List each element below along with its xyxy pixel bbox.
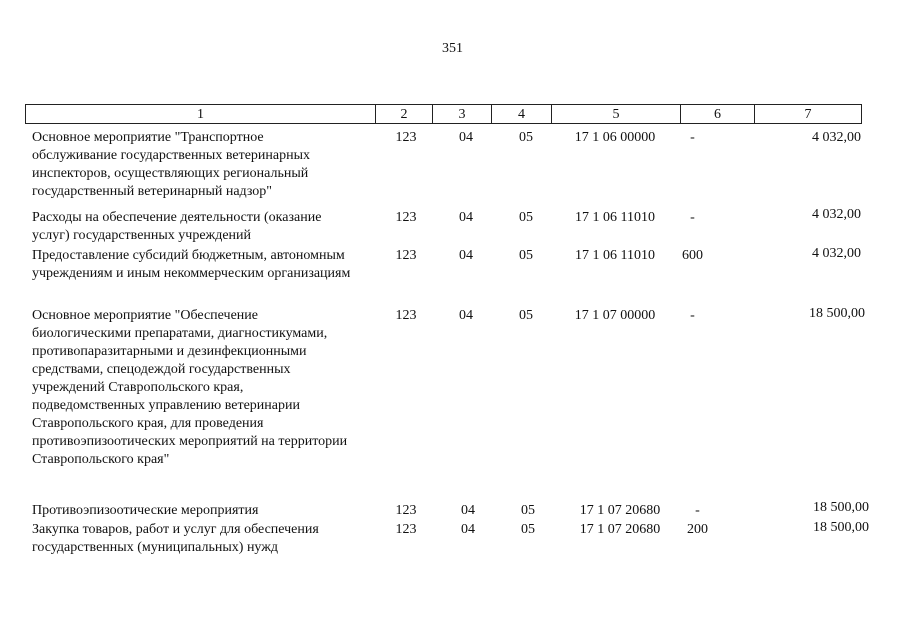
cell-ministry: 123	[395, 248, 417, 263]
cell-expense-type: -	[690, 308, 695, 323]
row-name-line: Противоэпизоотические мероприятия	[32, 503, 259, 518]
header-col-2: 2	[375, 104, 432, 124]
cell-target-code: 17 1 07 20680	[579, 503, 661, 518]
cell-subsection: 05	[521, 522, 535, 537]
cell-section: 04	[459, 130, 473, 145]
cell-expense-type: 200	[687, 522, 708, 537]
cell-expense-type: -	[690, 210, 695, 225]
table-row	[0, 307, 905, 477]
row-name-line: биологическими препаратами, диагностикумами,	[32, 326, 328, 341]
cell-amount: 4 032,00	[812, 130, 861, 145]
row-name-line: обслуживание государственных ветеринарных	[32, 148, 311, 163]
table-row	[0, 129, 905, 209]
cell-expense-type: 600	[682, 248, 703, 263]
cell-target-code: 17 1 06 11010	[575, 248, 655, 263]
cell-ministry: 123	[395, 130, 417, 145]
cell-amount: 4 032,00	[812, 207, 861, 222]
cell-amount: 18 500,00	[813, 500, 869, 515]
row-name	[32, 247, 382, 283]
row-name-line: Расходы на обеспечение деятельности (оказание	[32, 210, 322, 225]
table-row	[0, 521, 905, 559]
row-name	[32, 209, 382, 245]
row-name-line: подведомственных управлению ветеринарии	[32, 398, 300, 413]
row-name	[32, 129, 382, 201]
header-col-5: 5	[551, 104, 680, 124]
page-number: 351	[442, 41, 463, 56]
cell-subsection: 05	[519, 130, 533, 145]
cell-section: 04	[461, 503, 475, 518]
row-name-line: Основное мероприятие "Транспортное	[32, 130, 264, 145]
row-name-line: государственный ветеринарный надзор"	[32, 184, 273, 199]
row-name-line: противоэпизоотических мероприятий на территории	[32, 434, 348, 449]
row-name-line: противопаразитарными и дезинфекционными	[32, 344, 307, 359]
cell-target-code: 17 1 06 00000	[574, 130, 656, 145]
table-row	[0, 502, 905, 520]
header-col-3: 3	[432, 104, 491, 124]
cell-target-code: 17 1 06 11010	[575, 210, 655, 225]
cell-subsection: 05	[519, 210, 533, 225]
cell-subsection: 05	[519, 308, 533, 323]
table-header	[25, 104, 862, 124]
row-name-line: инспекторов, осуществляющих региональный	[32, 166, 309, 181]
cell-subsection: 05	[521, 503, 535, 518]
row-name-line: услуг) государственных учреждений	[32, 228, 252, 243]
table-row	[0, 209, 905, 247]
cell-section: 04	[459, 210, 473, 225]
row-name	[32, 307, 382, 469]
row-name-line: Ставропольского края"	[32, 452, 170, 467]
row-name-line: средствами, спецодеждой государственных	[32, 362, 291, 377]
cell-target-code: 17 1 07 00000	[574, 308, 656, 323]
cell-ministry: 123	[395, 210, 417, 225]
row-name-line: учреждениям и иным некоммерческим организациям	[32, 266, 351, 281]
cell-section: 04	[459, 308, 473, 323]
cell-amount: 18 500,00	[809, 306, 865, 321]
header-col-1: 1	[25, 104, 375, 124]
cell-ministry: 123	[395, 308, 417, 323]
cell-amount: 18 500,00	[813, 520, 869, 535]
cell-amount: 4 032,00	[812, 246, 861, 261]
cell-target-code: 17 1 07 20680	[579, 522, 661, 537]
cell-ministry: 123	[395, 522, 417, 537]
header-col-6: 6	[680, 104, 754, 124]
table-row	[0, 247, 905, 287]
cell-ministry: 123	[395, 503, 417, 518]
row-name	[32, 521, 382, 557]
cell-section: 04	[461, 522, 475, 537]
header-col-4: 4	[491, 104, 551, 124]
header-col-7: 7	[754, 104, 862, 124]
row-name-line: Предоставление субсидий бюджетным, автономным	[32, 248, 345, 263]
row-name-line: учреждений Ставропольского края,	[32, 380, 244, 395]
cell-section: 04	[459, 248, 473, 263]
row-name-line: государственных (муниципальных) нужд	[32, 540, 279, 555]
cell-subsection: 05	[519, 248, 533, 263]
cell-expense-type: -	[695, 503, 700, 518]
row-name-line: Основное мероприятие "Обеспечение	[32, 308, 258, 323]
row-name-line: Закупка товаров, работ и услуг для обеспечения	[32, 522, 319, 537]
cell-expense-type: -	[690, 130, 695, 145]
row-name-line: Ставропольского края, для проведения	[32, 416, 264, 431]
row-name	[32, 502, 382, 520]
